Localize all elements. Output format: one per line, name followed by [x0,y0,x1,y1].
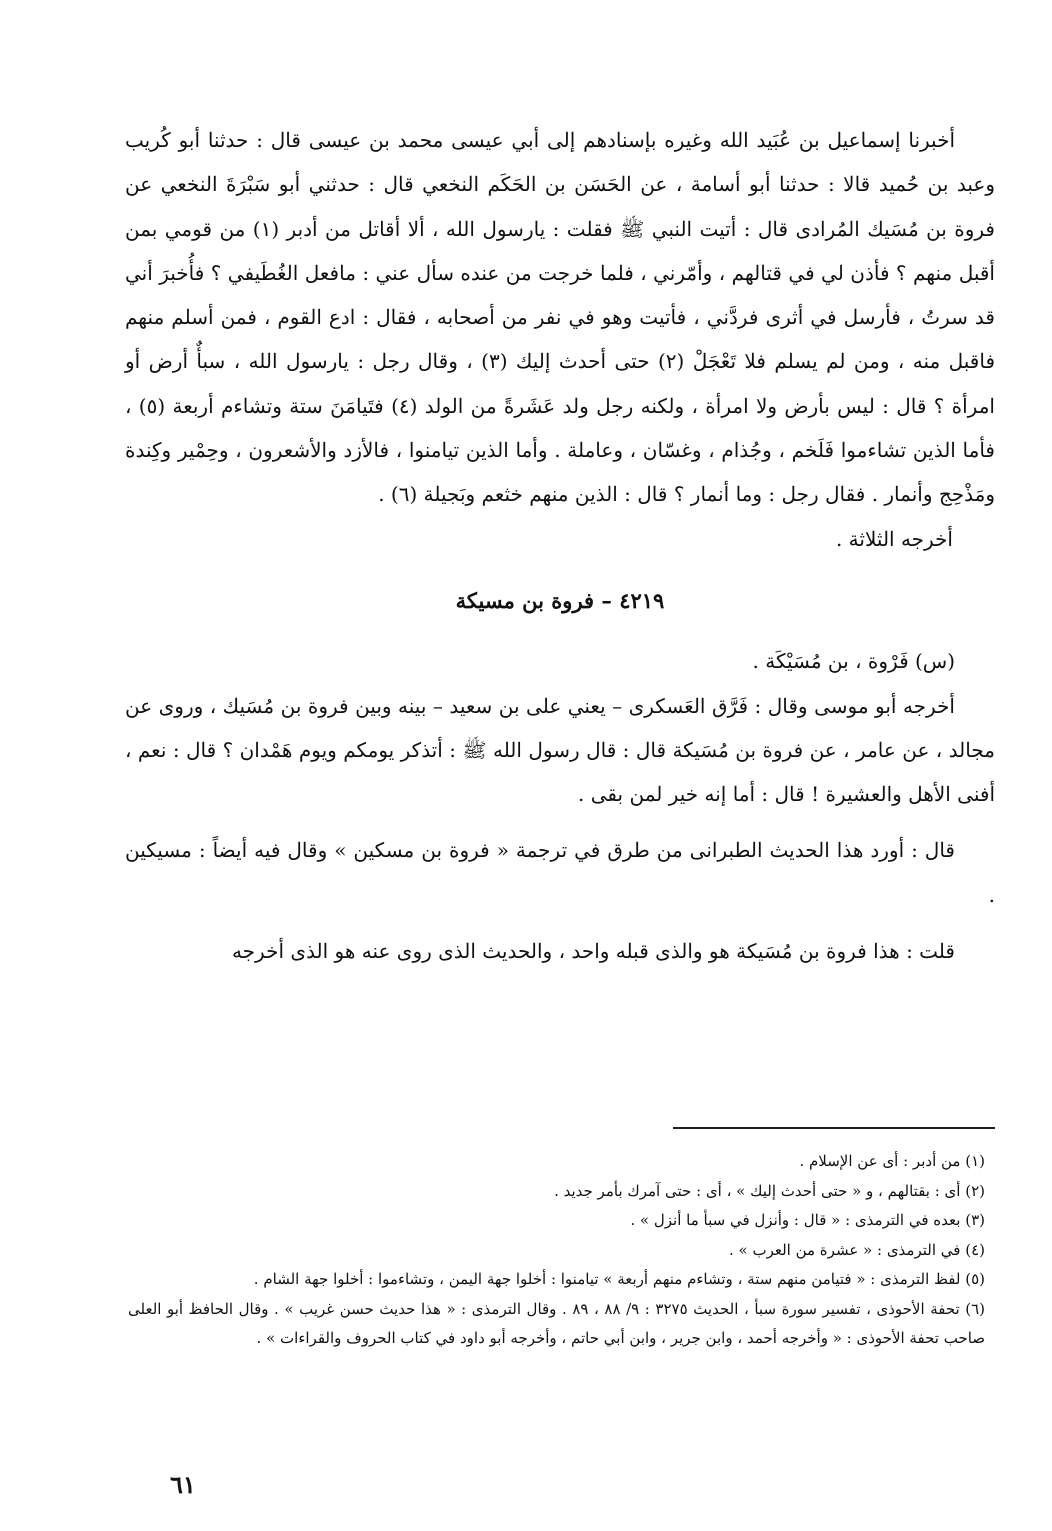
page-number: ٦١ [170,1470,196,1499]
footnotes [128,1147,995,1354]
hadith-paragraph: أخبرنا إسماعيل بن عُبَيد الله وغيره بإسنادهم إلى أبي عيسى محمد بن عيسى قال : حدثنا أبو كُريب وعبد بن حُميد قالا : حدثنا أبو أسامة ، عن الحَسَن بن الحَكَم النخعي قال : حدثني أبو سَبْرَةَ النخعي عن فروة بن مُسَيك المُرادى قال : أتيت النبي ﷺ فقلت : يارسول الله ، ألا أقاتل من أدبر (١) من قومي بمن أقبل منهم ؟ فأذن لي في قتالهم ، وأمّرني ، فلما خرجت من عنده سأل عني : مافعل الغُطَيفي ؟ فأُخبرَ أني قد سرتُ ، فأرسل في أثرى فردَّني ، فأتيت وهو في نفر من أصحابه ، فقال : ادع القوم ، فمن أسلم منهم فاقبل منه ، ومن لم يسلم فلا تَعْجَلْ (٢) حتى أحدث إليك (٣) ، وقال رجل : يارسول الله ، سبأٌ أرض أو امرأة ؟ قال : ليس بأرض ولا امرأة ، ولكنه رجل ولد عَشَرةً من الولد (٤) فتَيامَنَ ستة وتشاءم أربعة (٥) ، فأما الذين تشاءموا فَلَخم ، وجُذام ، وغسّان ، وعاملة . وأما الذين تيامنوا ، فالأزد والأشعرون ، وحِمْير وكِندة ومَذْحِج وأنمار . فقال رجل : وما أنمار ؟ قال : الذين منهم خثعم وبَجيلة (٦) . [125,128,996,507]
footnote-divider [673,1127,995,1129]
footnote-3: (٣) بعده في الترمذى : « قال : وأنزل في سبأ ما أنزل » . [630,1211,985,1229]
footnote-1: (١) من أدبر : أى عن الإسلام . [799,1152,985,1170]
body-paragraph-2: قال : أورد هذا الحديث الطبرانى من طرق في ترجمة « فروة بن مسكين » وقال فيه أيضاً : مسيكين . [125,838,995,907]
takhrij-line: أخرجه الثلاثة . [835,526,953,551]
main-text [125,118,995,973]
footnote-2: (٢) أى : بقتالهم ، و « حتى أحدث إليك » ، أى : حتى آمرك بأمر جديد . [554,1181,985,1200]
body-paragraph-3: قلت : هذا فروة بن مُسَيكة هو والذى قبله واحد ، والحديث الذى روى عنه هو الذى أخرجه [231,939,955,964]
body-paragraph-1: أخرجه أبو موسى وقال : فَرَّق العَسكرى – يعني على بن سعيد – بينه وبين فروة بن مُسَيك ، وروى عن مجالد ، عن عامر ، عن فروة بن مُسَيكة قال : قال رسول الله ﷺ : أتذكر يومكم ويوم هَمْدان ؟ قال : نعم ، أفنى الأهل والعشيرة ! قال : أما إنه خير لمن بقى . [125,693,995,807]
footnote-6: (٦) تحفة الأحوذى ، تفسير سورة سبأ ، الحديث ٣٢٧٥ : ٩/ ٨٨ ، ٨٩ . وقال الترمذى : « هذا حديث حسن غريب » . وقال الحافظ أبو العلى صاحب تحفة الأحوذى : « وأخرجه أحمد ، وابن جرير ، وابن أبي حاتم ، وأخرجه أبو داود في كتاب الحروف والقراءات » . [128,1299,986,1347]
entry-heading: ٤٢١٩ – فروة بن مسيكة [455,587,665,613]
symbol-line: (س) فَرْوة ، بن مُسَيْكَة . [752,649,955,674]
footnote-4: (٤) في الترمذى : « عشرة من العرب » . [728,1240,985,1259]
footnote-5: (٥) لفظ الترمذى : « فتيامن منهم ستة ، وتشاءم منهم أربعة » تيامنوا : أخلوا جهة اليمن ، وتشاءموا : أخلوا جهة الشام . [253,1270,985,1288]
